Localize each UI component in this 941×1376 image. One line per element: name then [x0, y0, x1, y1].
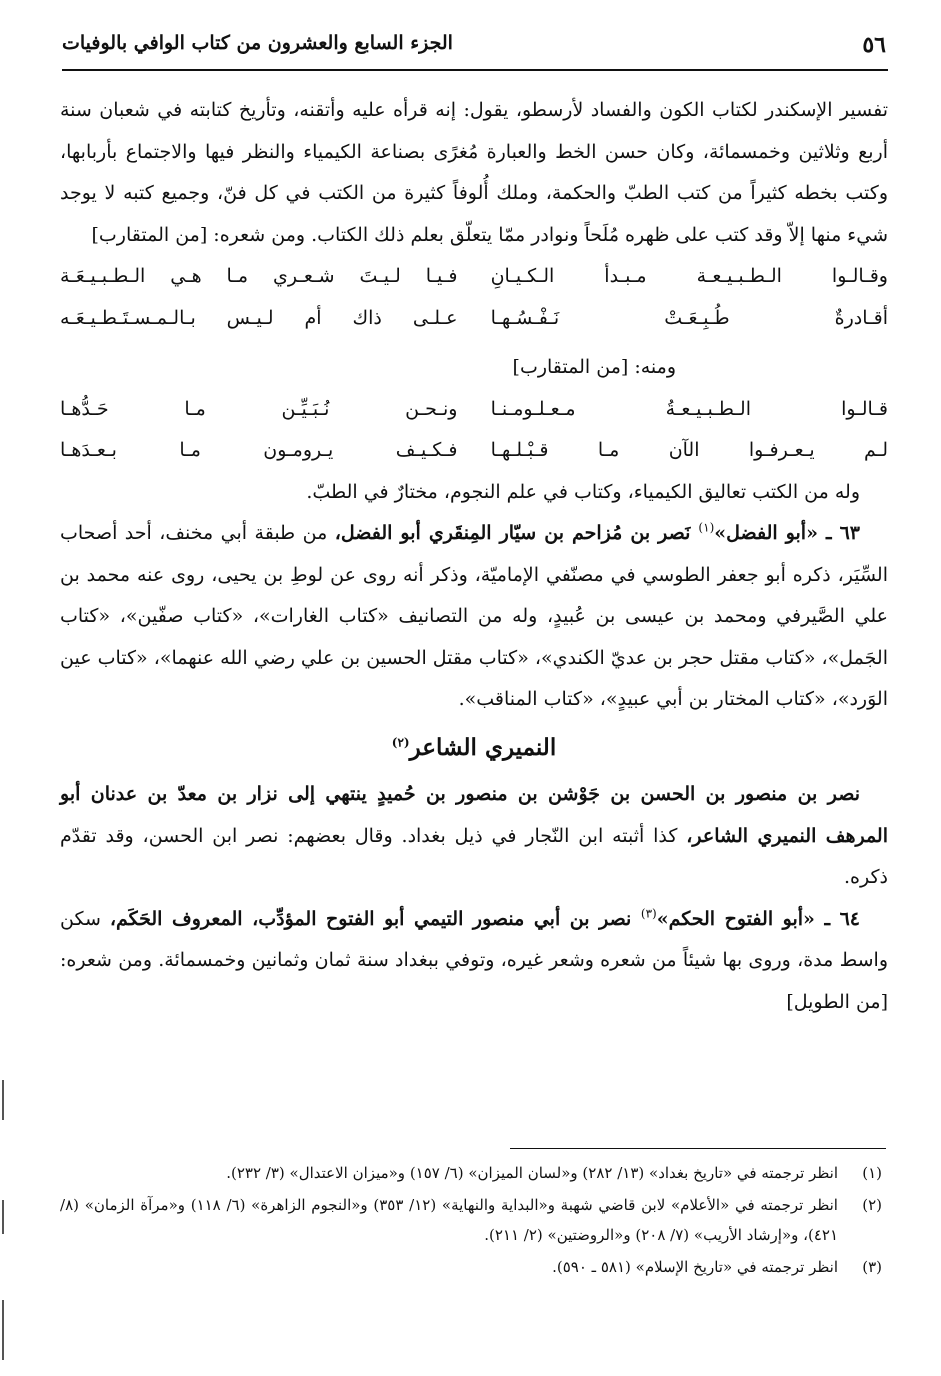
- footnote: [60, 1252, 888, 1282]
- verse-line: [60, 298, 888, 340]
- verse-first-hemistich: أقـادرةٌ طُـبِـعَـتْ نَـفْـسُـهـا: [490, 306, 888, 329]
- entry-nasr-text: كذا أثبته ابن النّجار في ذيل بغداد. وقال بعضهم: نصر ابن الحسن، وقد تقدّم ذكره.: [60, 824, 888, 888]
- running-title: الجزء السابع والعشرون من كتاب الوافي بالوفيات: [62, 32, 453, 54]
- footnote-number: (٣): [862, 1258, 882, 1276]
- intro-paragraph: تفسير الإسكندر لكتاب الكون والفساد لأرسطو، يقول: إنه قرأه عليه وأتقنه، وتأريخ كتابته في شعبان سنة أربع وثلاثين وخمسمائة، وكان حسن الخط والعبارة مُغرًى بصناعة الكيمياء والنظر فيها والاجتماع بأربابها، وكتب بخطه كثيراً من كتب الطبّ والحكمة، وملك أُلوفاً كثيرة من الكتب في كل فنّ، وجميع كتبه لا يوجد شيء منها إلاّ وقد كتب على ظهره مُلَحاً ونوادر ممّا يتعلّق بعلم ذلك الكتاب. ومن شعره: [من المتقارب]: [60, 99, 889, 246]
- entry-64: [60, 899, 888, 1024]
- entry-64-text: سكن واسط مدة، وروى بها شيئاً من شعره وشعر غيره، وتوفي ببغداد سنة ثمان وثمانين وخمسمائة. ومن شعره: [من الطويل]: [60, 907, 888, 1013]
- poem-1: [60, 256, 888, 339]
- footnote-ref-1[interactable]: (١): [698, 520, 715, 535]
- closing-line: وله من الكتب تعاليق الكيمياء، وكتاب في علم النجوم، مختارٌ في الطبّ.: [306, 480, 860, 503]
- header-rule: [62, 69, 888, 71]
- verse-second-hemistich: عـلـى ذاك أم لـيـس بـالـمـسـتَـطـيـعَـه: [60, 306, 458, 329]
- verse-second-hemistich: ونـحـن نُـبَـيِّـن مـا حَـدُّهـا: [60, 397, 458, 420]
- footnote: [60, 1158, 888, 1188]
- section-heading-text: النميري الشاعر: [409, 733, 557, 761]
- verse-first-hemistich: لـم يـعـرفـوا الآن مـا قـبْـلـهـا: [490, 439, 888, 461]
- scan-edge-mark: [2, 1080, 4, 1120]
- verse-line: [60, 389, 888, 431]
- verse-line: [60, 430, 888, 472]
- page-number: ٥٦: [862, 32, 886, 58]
- verse-line: [60, 256, 888, 298]
- scan-edge-mark: [2, 1300, 4, 1360]
- footnotes: [60, 1158, 888, 1284]
- verse-first-hemistich: وقـالـوا الـطـبـيـعـة مـبـدأ الـكـيـانِ: [490, 265, 888, 287]
- footnote-rule: [510, 1148, 886, 1149]
- entry-63-number: ٦٣ ـ «أبو الفضل»: [714, 522, 860, 544]
- running-header: [62, 28, 886, 64]
- footnote-ref-3[interactable]: (٣): [640, 906, 657, 921]
- footnote: [60, 1190, 888, 1250]
- entry-nasr: [60, 774, 888, 899]
- verse-first-hemistich: قـالـوا الـطـبـيـعـةُ مـعـلـومـنـا: [490, 397, 888, 420]
- footnote-number: (١): [862, 1164, 882, 1182]
- poem-2-intro: ومنه: [من المتقارب]: [512, 356, 676, 378]
- verse-second-hemistich: فـكـيـف يـرومـون مـا بـعـدَهـا: [60, 439, 458, 461]
- footnote-text: انظر ترجمته في «الأعلام» لابن قاضي شهبة و«البداية والنهاية» (١٢/ ٣٥٣) و«النجوم الزاهرة» (٦/ ١١٨) و«مرآة الزمان» (٨/ ٤٢١)، و«إرشاد الأريب» (٧/ ٢٠٨) و«الروضتين» (٢/ ٢١١).: [60, 1196, 838, 1244]
- entry-63-name: نَصر بن مُزاحم بن سيّار المِنقَري أبو الفضل،: [334, 522, 699, 544]
- scan-edge-mark: [2, 1200, 4, 1234]
- verse-second-hemistich: فـيـا لـيـتَ شـعـري مـا هـي الـطـبـيـعَـة: [60, 265, 458, 287]
- entry-64-name: نصر بن أبي منصور التيمي أبو الفتوح المؤدِّب، المعروف الحَكَم،: [109, 907, 641, 930]
- section-heading: [60, 727, 888, 769]
- main-text: [60, 90, 888, 1023]
- entry-nasr-name: نصر بن منصور بن الحسن بن جَوْشن بن منصور بن حُميدٍ ينتهي إلى نزار بن معدّ بن عدنان أبو المرهف النميري الشاعر،: [60, 783, 888, 847]
- footnote-number: (٢): [862, 1196, 882, 1214]
- footnote-text: انظر ترجمته في «تاريخ الإسلام» (٥٨١ ـ ٥٩٠).: [552, 1258, 838, 1276]
- footnote-ref-2[interactable]: (٢): [391, 734, 410, 749]
- entry-63: [60, 513, 888, 721]
- entry-63-text: من طبقة أبي مخنف، أحد أصحاب السِّيَر، ذكره أبو جعفر الطوسي في مصنّفي الإماميّة، وذكر أنه روى عن لوطِ بن يحيى، روى عنه محمد بن علي الصَّيرفي ومحمد بن عيسى بن عُبيدٍ، وله من التصانيف «كتاب الغارات»، «كتاب صفّين»، «كتاب الجَمل»، «كتاب مقتل حجر بن عديّ الكندي»، «كتاب مقتل الحسين بن علي رضي الله عنهما»، «كتاب عين الوَرد»، «كتاب المختار بن أبي عبيدٍ»، «كتاب المناقب».: [60, 522, 888, 710]
- entry-64-number: ٦٤ ـ «أبو الفتوح الحكم»: [656, 907, 860, 930]
- footnote-text: انظر ترجمته في «تاريخ بغداد» (١٣/ ٢٨٢) و«لسان الميزان» (٦/ ١٥٧) و«ميزان الاعتدال» (٣/ ٢٣٢).: [226, 1164, 838, 1182]
- poem-2: [60, 389, 888, 472]
